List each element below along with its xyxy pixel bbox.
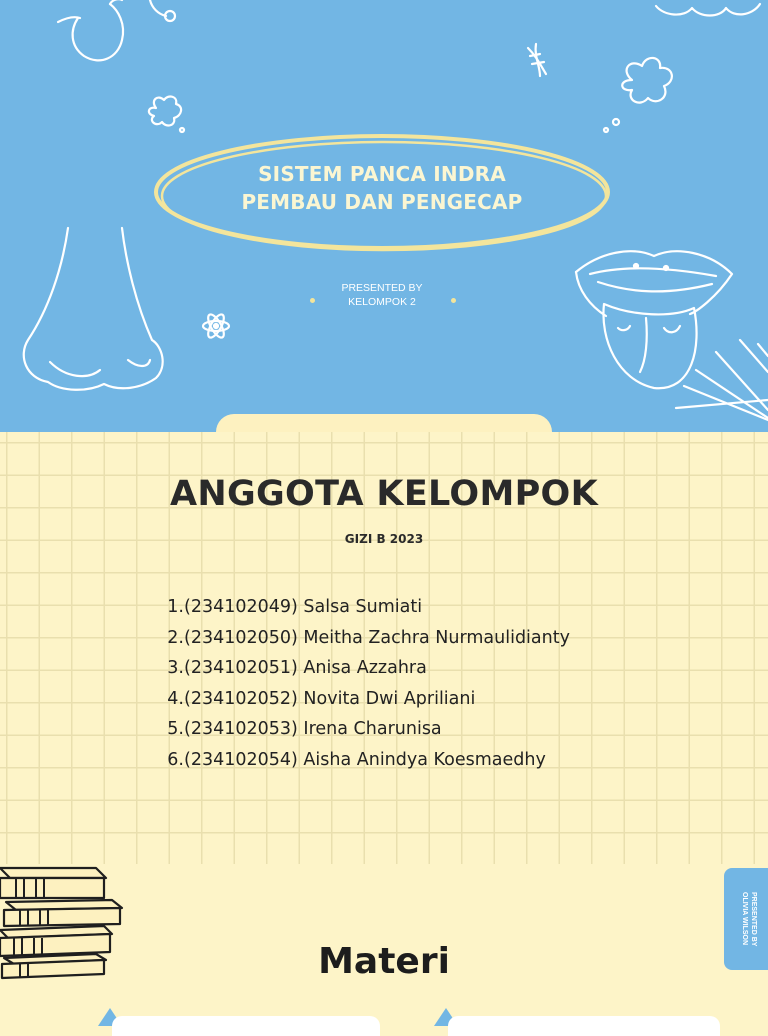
atom-icon bbox=[203, 312, 229, 340]
item-text: (234102054) Aisha Anindya Koesmaedhy bbox=[184, 749, 546, 770]
side-label-line-2: OLIVIA WILSON bbox=[741, 892, 748, 946]
presented-by bbox=[300, 281, 464, 309]
stethoscope-icon bbox=[58, 0, 175, 60]
slide-title bbox=[150, 160, 614, 216]
mouth-tongue-icon bbox=[576, 251, 732, 388]
list-item bbox=[162, 623, 570, 654]
cloud-icon bbox=[656, 4, 760, 16]
list-item bbox=[162, 592, 570, 623]
presented-label: PRESENTED BY bbox=[341, 282, 423, 294]
members-heading: ANGGOTA KELOMPOK bbox=[169, 474, 598, 514]
item-number: 5. bbox=[167, 719, 184, 739]
list-item bbox=[162, 653, 570, 684]
item-text: (234102051) Anisa Azzahra bbox=[184, 658, 427, 678]
list-item bbox=[162, 714, 570, 745]
item-number: 1. bbox=[167, 597, 184, 617]
tab-shape bbox=[216, 414, 552, 432]
item-text: (234102052) Novita Dwi Apriliani bbox=[184, 688, 476, 709]
members-list bbox=[162, 592, 570, 775]
class-subheading: GIZI B 2023 bbox=[344, 532, 424, 546]
title-line-2: PEMBAU DAN PENGECAP bbox=[241, 190, 523, 214]
bullet-dot bbox=[451, 298, 456, 303]
item-number: 2. bbox=[167, 627, 184, 648]
side-label bbox=[738, 878, 758, 960]
presenter-name: KELOMPOK 2 bbox=[348, 296, 416, 308]
list-item bbox=[162, 745, 570, 776]
item-number: 6. bbox=[167, 749, 184, 770]
side-label-line-1: PRESENTED BY bbox=[750, 891, 757, 947]
content-card bbox=[448, 1016, 720, 1036]
materi-heading: Materi bbox=[318, 941, 450, 982]
bullet-dot bbox=[310, 298, 315, 303]
content-card bbox=[112, 1016, 380, 1036]
flower-cloud-icon bbox=[604, 58, 672, 132]
dna-icon bbox=[528, 44, 546, 76]
item-text: (234102049) Salsa Sumiati bbox=[184, 597, 423, 617]
item-number: 4. bbox=[167, 688, 184, 709]
title-line-1: SISTEM PANCA INDRA bbox=[258, 162, 506, 186]
item-number: 3. bbox=[167, 658, 184, 678]
title-slide bbox=[0, 0, 768, 432]
list-item bbox=[162, 684, 570, 715]
nose-icon bbox=[24, 228, 163, 390]
item-text: (234102050) Meitha Zachra Nurmaulidianty bbox=[184, 627, 570, 648]
item-text: (234102053) Irena Charunisa bbox=[184, 719, 442, 739]
ray-lines-decoration bbox=[676, 340, 768, 420]
